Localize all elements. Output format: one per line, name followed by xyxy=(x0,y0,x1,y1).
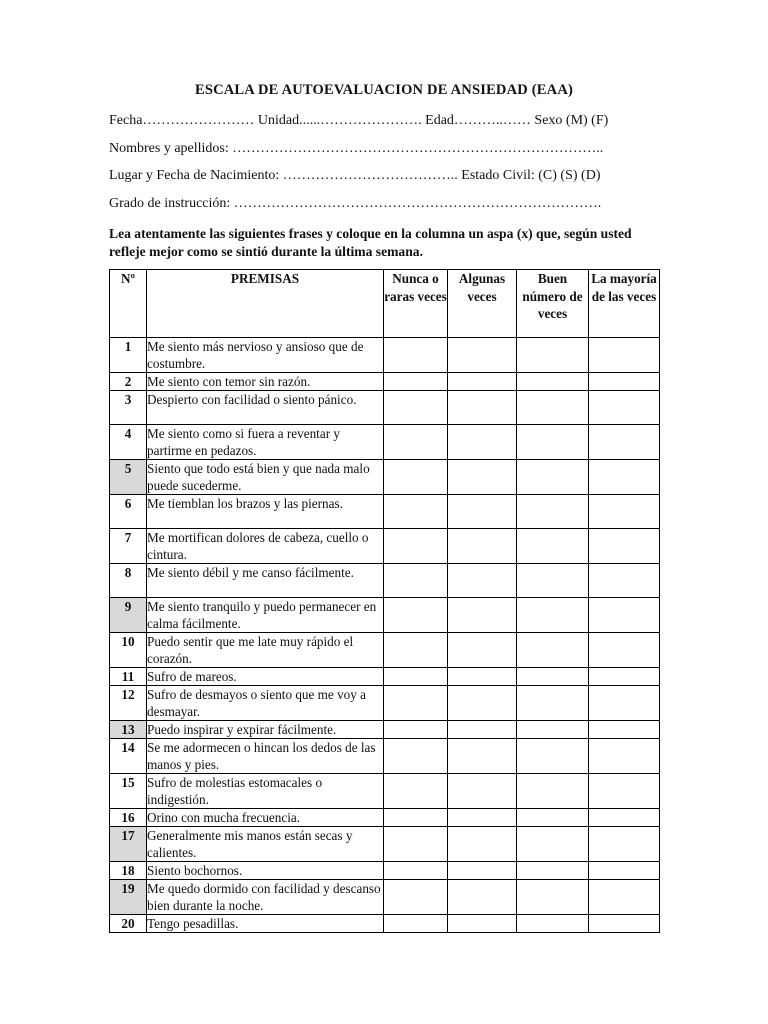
item-premise: Me siento tranquilo y puedo permanecer en calma fácilmente. xyxy=(147,598,384,633)
form-header xyxy=(109,82,659,272)
item-premise: Sufro de molestias estomacales o indigestión. xyxy=(147,774,384,809)
table-row xyxy=(110,739,660,774)
item-number: 3 xyxy=(110,391,147,425)
answer-cell-buen-numero[interactable] xyxy=(517,598,589,633)
answer-cell-algunas[interactable] xyxy=(448,373,517,391)
answer-cell-algunas[interactable] xyxy=(448,425,517,460)
column-header-mayoria: La mayoría de las veces xyxy=(589,270,660,338)
answer-cell-nunca[interactable] xyxy=(384,391,448,425)
answer-cell-algunas[interactable] xyxy=(448,915,517,933)
table-row xyxy=(110,915,660,933)
item-premise: Siento bochornos. xyxy=(147,862,384,880)
table-row xyxy=(110,425,660,460)
item-premise: Puedo sentir que me late muy rápido el corazón. xyxy=(147,633,384,668)
answer-cell-buen-numero[interactable] xyxy=(517,391,589,425)
answer-cell-nunca[interactable] xyxy=(384,686,448,721)
instructions-text: Lea atentamente las siguientes frases y coloque en la columna un aspa (x) que, según usted refleje mejor como se sintió durante la última semana. xyxy=(109,226,632,259)
answer-cell-buen-numero[interactable] xyxy=(517,633,589,668)
answer-cell-nunca[interactable] xyxy=(384,460,448,495)
answer-cell-nunca[interactable] xyxy=(384,529,448,564)
answer-cell-mayoria[interactable] xyxy=(589,373,660,391)
answer-cell-mayoria[interactable] xyxy=(589,915,660,933)
answer-cell-nunca[interactable] xyxy=(384,827,448,862)
answer-cell-algunas[interactable] xyxy=(448,633,517,668)
answer-cell-mayoria[interactable] xyxy=(589,564,660,598)
item-number: 8 xyxy=(110,564,147,598)
item-number: 20 xyxy=(110,915,147,933)
table-row xyxy=(110,391,660,425)
table-row xyxy=(110,827,660,862)
table-row xyxy=(110,564,660,598)
answer-cell-algunas[interactable] xyxy=(448,529,517,564)
grado-instruccion-line[interactable]: Grado de instrucción: ……………………………………………………………………. xyxy=(109,195,602,211)
answer-cell-mayoria[interactable] xyxy=(589,721,660,739)
answer-cell-algunas[interactable] xyxy=(448,668,517,686)
item-premise: Sufro de desmayos o siento que me voy a desmayar. xyxy=(147,686,384,721)
item-premise: Puedo inspirar y expirar fácilmente. xyxy=(147,721,384,739)
answer-cell-buen-numero[interactable] xyxy=(517,827,589,862)
item-number: 4 xyxy=(110,425,147,460)
answer-cell-buen-numero[interactable] xyxy=(517,495,589,529)
table-header-row xyxy=(110,270,660,338)
anxiety-scale-table xyxy=(109,269,660,933)
answer-cell-mayoria[interactable] xyxy=(589,774,660,809)
table-row xyxy=(110,880,660,915)
answer-cell-mayoria[interactable] xyxy=(589,862,660,880)
table-row xyxy=(110,862,660,880)
item-number: 18 xyxy=(110,862,147,880)
column-header-premisas: PREMISAS xyxy=(147,270,384,338)
item-number: 11 xyxy=(110,668,147,686)
answer-cell-algunas[interactable] xyxy=(448,827,517,862)
answer-cell-algunas[interactable] xyxy=(448,774,517,809)
item-number: 17 xyxy=(110,827,147,862)
column-header-algunas: Algunas veces xyxy=(448,270,517,338)
nombres-apellidos-line[interactable]: Nombres y apellidos: …………………………………………………………………….. xyxy=(109,140,604,156)
answer-cell-nunca[interactable] xyxy=(384,598,448,633)
answer-cell-buen-numero[interactable] xyxy=(517,460,589,495)
item-premise: Generalmente mis manos están secas y calientes. xyxy=(147,827,384,862)
table-row xyxy=(110,809,660,827)
answer-cell-mayoria[interactable] xyxy=(589,425,660,460)
answer-cell-algunas[interactable] xyxy=(448,598,517,633)
table-row xyxy=(110,686,660,721)
lugar-fecha-nacimiento-line[interactable]: Lugar y Fecha de Nacimiento: ……………………………….. Estado Civil: (C) (S) (D) xyxy=(109,168,601,183)
answer-cell-nunca[interactable] xyxy=(384,495,448,529)
answer-cell-buen-numero[interactable] xyxy=(517,721,589,739)
column-header-buen-numero: Buen número de veces xyxy=(517,270,589,338)
answer-cell-mayoria[interactable] xyxy=(589,598,660,633)
item-premise: Despierto con facilidad o siento pánico. xyxy=(147,391,384,425)
answer-cell-algunas[interactable] xyxy=(448,391,517,425)
answer-cell-mayoria[interactable] xyxy=(589,495,660,529)
answer-cell-nunca[interactable] xyxy=(384,373,448,391)
answer-cell-mayoria[interactable] xyxy=(589,460,660,495)
answer-cell-mayoria[interactable] xyxy=(589,880,660,915)
item-premise: Orino con mucha frecuencia. xyxy=(147,809,384,827)
item-number: 6 xyxy=(110,495,147,529)
answer-cell-nunca[interactable] xyxy=(384,774,448,809)
answer-cell-mayoria[interactable] xyxy=(589,391,660,425)
item-premise: Tengo pesadillas. xyxy=(147,915,384,933)
answer-cell-algunas[interactable] xyxy=(448,721,517,739)
answer-cell-algunas[interactable] xyxy=(448,564,517,598)
answer-cell-nunca[interactable] xyxy=(384,633,448,668)
item-number: 19 xyxy=(110,880,147,915)
item-premise: Me siento con temor sin razón. xyxy=(147,373,384,391)
answer-cell-mayoria[interactable] xyxy=(589,686,660,721)
answer-cell-buen-numero[interactable] xyxy=(517,668,589,686)
table-row xyxy=(110,774,660,809)
answer-cell-buen-numero[interactable] xyxy=(517,338,589,373)
answer-cell-mayoria[interactable] xyxy=(589,668,660,686)
answer-cell-buen-numero[interactable] xyxy=(517,862,589,880)
answer-cell-nunca[interactable] xyxy=(384,721,448,739)
answer-cell-mayoria[interactable] xyxy=(589,827,660,862)
answer-cell-mayoria[interactable] xyxy=(589,739,660,774)
answer-cell-buen-numero[interactable] xyxy=(517,373,589,391)
answer-cell-nunca[interactable] xyxy=(384,338,448,373)
answer-cell-nunca[interactable] xyxy=(384,880,448,915)
answer-cell-mayoria[interactable] xyxy=(589,338,660,373)
item-number: 13 xyxy=(110,721,147,739)
item-premise: Me quedo dormido con facilidad y descanso bien durante la noche. xyxy=(147,880,384,915)
answer-cell-nunca[interactable] xyxy=(384,564,448,598)
answer-cell-algunas[interactable] xyxy=(448,809,517,827)
item-premise: Se me adormecen o hincan los dedos de las manos y pies. xyxy=(147,739,384,774)
table-row xyxy=(110,633,660,668)
answer-cell-algunas[interactable] xyxy=(448,862,517,880)
item-number: 9 xyxy=(110,598,147,633)
item-number: 12 xyxy=(110,686,147,721)
answer-cell-buen-numero[interactable] xyxy=(517,774,589,809)
table-row xyxy=(110,721,660,739)
item-number: 7 xyxy=(110,529,147,564)
answer-cell-buen-numero[interactable] xyxy=(517,880,589,915)
answer-cell-buen-numero[interactable] xyxy=(517,809,589,827)
answer-cell-nunca[interactable] xyxy=(384,915,448,933)
table-row xyxy=(110,460,660,495)
item-number: 10 xyxy=(110,633,147,668)
table-row xyxy=(110,668,660,686)
table-row xyxy=(110,529,660,564)
table-row xyxy=(110,373,660,391)
answer-cell-mayoria[interactable] xyxy=(589,633,660,668)
answer-cell-mayoria[interactable] xyxy=(589,529,660,564)
answer-cell-nunca[interactable] xyxy=(384,425,448,460)
item-premise: Sufro de mareos. xyxy=(147,668,384,686)
document-title: ESCALA DE AUTOEVALUACION DE ANSIEDAD (EAA) xyxy=(194,82,574,98)
item-premise: Me siento más nervioso y ansioso que de costumbre. xyxy=(147,338,384,373)
item-number: 16 xyxy=(110,809,147,827)
answer-cell-mayoria[interactable] xyxy=(589,809,660,827)
answer-cell-nunca[interactable] xyxy=(384,668,448,686)
table-row xyxy=(110,598,660,633)
item-premise: Me tiemblan los brazos y las piernas. xyxy=(147,495,384,529)
answer-cell-algunas[interactable] xyxy=(448,686,517,721)
table-row xyxy=(110,338,660,373)
column-header-number: Nº xyxy=(110,270,147,338)
item-number: 14 xyxy=(110,739,147,774)
answer-cell-buen-numero[interactable] xyxy=(517,686,589,721)
table-body xyxy=(110,338,660,933)
answer-cell-buen-numero[interactable] xyxy=(517,739,589,774)
answer-cell-algunas[interactable] xyxy=(448,495,517,529)
answer-cell-nunca[interactable] xyxy=(384,739,448,774)
table-row xyxy=(110,495,660,529)
answer-cell-algunas[interactable] xyxy=(448,880,517,915)
item-number: 15 xyxy=(110,774,147,809)
item-premise: Me siento débil y me canso fácilmente. xyxy=(147,564,384,598)
answer-cell-algunas[interactable] xyxy=(448,739,517,774)
item-premise: Me siento como si fuera a reventar y partirme en pedazos. xyxy=(147,425,384,460)
answer-cell-algunas[interactable] xyxy=(448,460,517,495)
item-premise: Me mortifican dolores de cabeza, cuello o cintura. xyxy=(147,529,384,564)
item-number: 2 xyxy=(110,373,147,391)
answer-cell-buen-numero[interactable] xyxy=(517,529,589,564)
fecha-unidad-edad-sexo-line[interactable]: Fecha…………………… Unidad......…………………. Edad………..…… Sexo (M) (F) xyxy=(109,113,609,128)
item-number: 5 xyxy=(110,460,147,495)
answer-cell-buen-numero[interactable] xyxy=(517,915,589,933)
answer-cell-nunca[interactable] xyxy=(384,809,448,827)
answer-cell-nunca[interactable] xyxy=(384,862,448,880)
answer-cell-algunas[interactable] xyxy=(448,338,517,373)
item-premise: Siento que todo está bien y que nada malo puede sucederme. xyxy=(147,460,384,495)
answer-cell-buen-numero[interactable] xyxy=(517,564,589,598)
answer-cell-buen-numero[interactable] xyxy=(517,425,589,460)
column-header-nunca: Nunca o raras veces xyxy=(384,270,448,338)
item-number: 1 xyxy=(110,338,147,373)
